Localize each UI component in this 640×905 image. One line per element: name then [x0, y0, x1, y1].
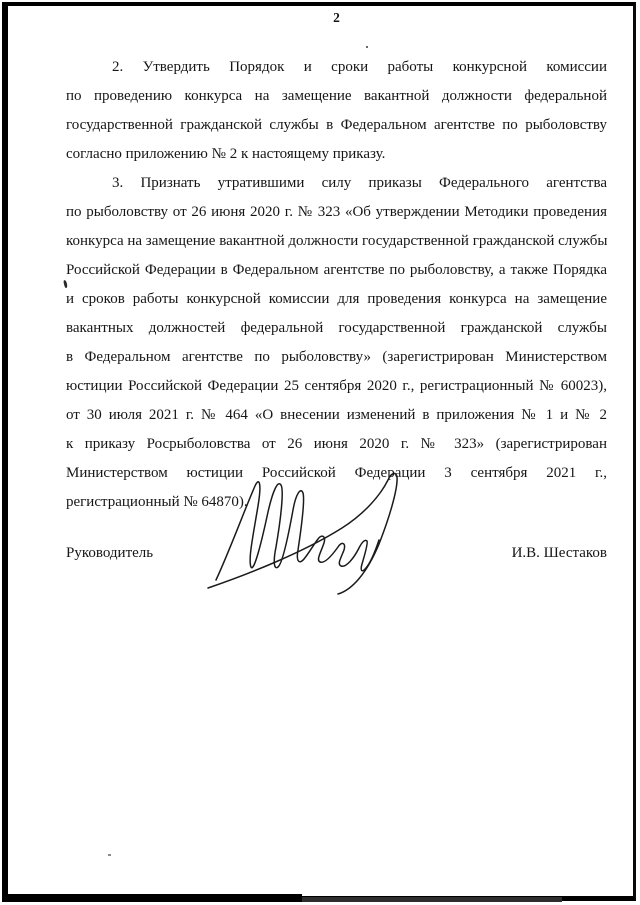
page-number: 2 — [333, 10, 340, 25]
paragraph-3-line-2: по рыболовству от 26 июня 2020 г. № 323 «Об утверждении Методики проведения — [66, 204, 607, 220]
paragraph-3-line-1: 3. Признать утратившими силу приказы Федерального агентства — [112, 175, 607, 191]
paragraph-3-line-11: Министерством юстиции Российской Федерации 3 сентября 2021 г., — [66, 465, 607, 481]
paragraph-3-line-10: к приказу Росрыболовства от 26 июня 2020 г. № 323» (зарегистрирован — [66, 436, 607, 452]
paragraph-3-line-5: и сроков работы конкурсной комиссии для проведения конкурса на замещение — [66, 291, 607, 307]
paragraph-3-line-8: юстиции Российской Федерации 25 сентября 2020 г., регистрационный № 60023), — [66, 378, 607, 394]
paragraph-3-line-6: вакантных должностей федеральной государственной гражданской службы — [66, 320, 607, 336]
paragraph-2-line-2: по проведению конкурса на замещение вакантной должности федеральной — [66, 88, 607, 104]
scan-artifact — [366, 46, 368, 48]
scan-artifact — [108, 854, 111, 856]
document-body — [66, 53, 607, 517]
paragraph-3-line-12: регистрационный № 64870). — [66, 494, 248, 510]
paragraph-3-line-3: конкурса на замещение вакантной должности государственной гражданской службы — [66, 233, 608, 249]
scan-border-bottom-gray — [302, 897, 562, 902]
paragraph-2-line-3: государственной гражданской службы в Федеральном агентстве по рыболовству — [66, 117, 607, 133]
paragraph-3-line-9: от 30 июля 2021 г. № 464 «О внесении изменений в приложения № 1 и № 2 — [66, 407, 607, 423]
signer-title: Руководитель — [66, 545, 154, 561]
signature-row — [66, 544, 607, 562]
paragraph-2-line-1: 2. Утвердить Порядок и сроки работы конкурсной комиссии — [112, 59, 607, 75]
paragraph-3-line-7: в Федеральном агентстве по рыболовству» (зарегистрирован Министерством — [66, 349, 607, 365]
scan-border-bottom-thick — [2, 894, 302, 902]
signer-name: И.В. Шестаков — [511, 545, 607, 561]
paragraph-3-line-4: Российской Федерации в Федеральном агентстве по рыболовству, а также Порядка — [66, 262, 607, 278]
paragraph-2-line-4: согласно приложению № 2 к настоящему приказу. — [66, 146, 386, 162]
